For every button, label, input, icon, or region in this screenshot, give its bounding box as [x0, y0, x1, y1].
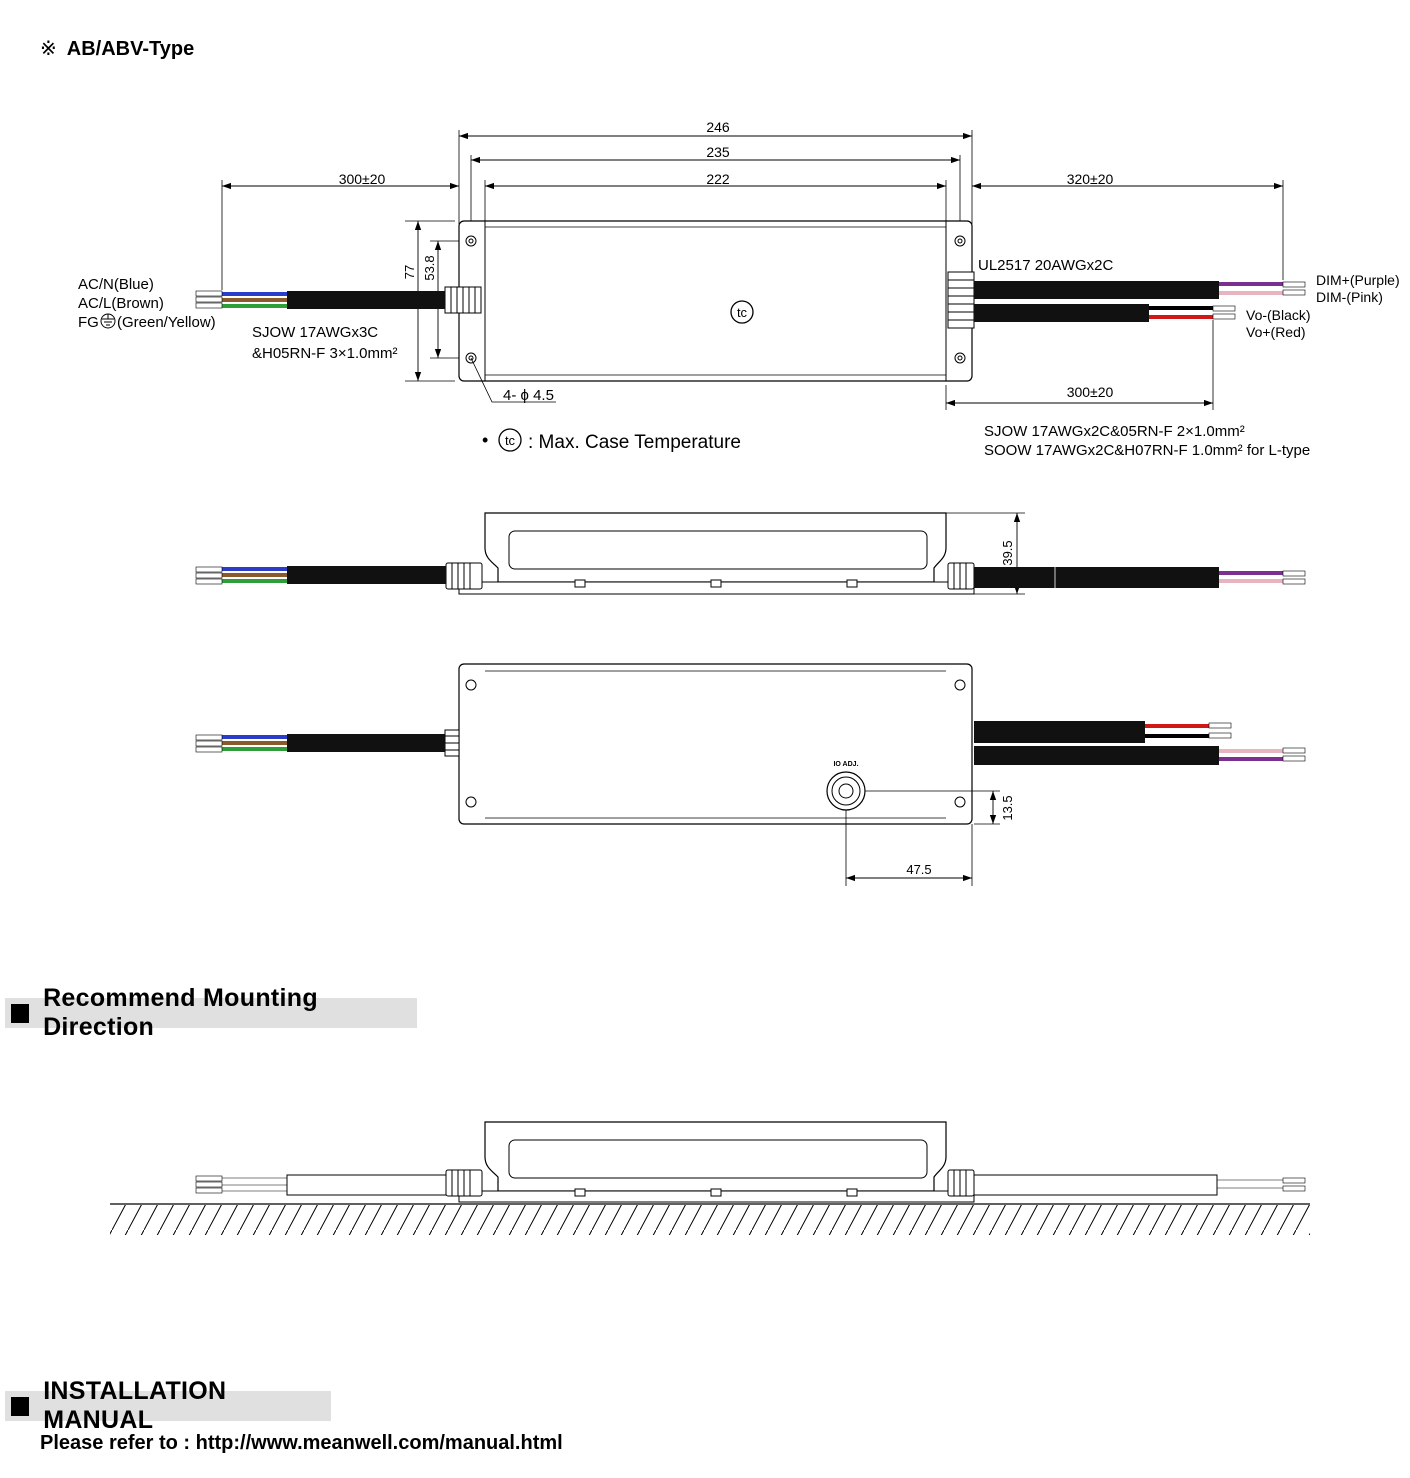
reference-mark: ※: [40, 38, 57, 60]
label-dim-cable: UL2517 20AWGx2C: [978, 257, 1114, 274]
label-output-cable-1: SJOW 17AWGx2C&05RN-F 2×1.0mm²: [984, 423, 1245, 440]
section-bullet-icon: [11, 1004, 29, 1023]
label-dim-plus: DIM+(Purple): [1316, 272, 1400, 288]
bottom-input-cable: [287, 734, 445, 752]
dim-47-5: 47.5: [906, 862, 932, 877]
tc-legend-symbol-label: tc: [504, 433, 516, 448]
side-input-wires: [196, 567, 287, 584]
dim-right-dim-cable: 320±20: [1066, 171, 1114, 187]
section-installation: [5, 1377, 331, 1434]
dim-39-5: 39.5: [1000, 540, 1015, 566]
top-input-cable: [287, 291, 445, 309]
dim-left-cable: 300±20: [338, 171, 386, 187]
mount-left-gland: [446, 1170, 482, 1196]
mount-output-cable: [974, 1175, 1217, 1195]
top-view: [78, 119, 1400, 459]
io-adj-label: IO ADJ.: [833, 761, 859, 768]
installation-note: Please refer to : http://www.meanwell.com/manual.html: [40, 1432, 563, 1454]
label-input-cable-2: &H05RN-F 3×1.0mm²: [252, 345, 398, 362]
bottom-dim-cable: [974, 746, 1219, 765]
section-mounting-title: Recommend Mounting Direction: [43, 984, 318, 1041]
dim-13-5: 13.5: [1000, 795, 1015, 821]
label-ac-l: AC/L(Brown): [78, 295, 164, 312]
top-left-gland: [445, 287, 481, 313]
side-input-cable: [287, 566, 446, 584]
top-output-cable: [974, 304, 1149, 322]
bottom-view: [196, 664, 1305, 886]
top-dim-cable: [974, 281, 1219, 299]
dim-right-out-cable: 300±20: [1066, 384, 1114, 400]
dim-mount-holes: 4- ϕ 4.5: [503, 387, 554, 404]
bottom-input-wires: [196, 735, 287, 752]
ground-icon: [101, 314, 115, 328]
label-vo-plus: Vo+(Red): [1246, 324, 1306, 340]
top-body-outline: [459, 221, 972, 381]
dim-77: 77: [402, 264, 417, 280]
bottom-output-cable: [974, 721, 1145, 743]
label-ac-n: AC/N(Blue): [78, 276, 154, 293]
bottom-left-gland: [445, 730, 459, 756]
bottom-body-outline: [459, 664, 972, 824]
side-output-wires: [1219, 571, 1305, 584]
label-fg-prefix: FG: [78, 314, 99, 331]
mounting-surface-hatch: [110, 1205, 1310, 1235]
mount-input-cable: [287, 1175, 446, 1195]
side-body-panel: [509, 531, 927, 569]
mounting-view: [110, 1122, 1310, 1235]
tc-legend-text: : Max. Case Temperature: [528, 432, 741, 453]
tc-point-label: tc: [736, 305, 748, 320]
section-bullet-icon: [11, 1397, 29, 1416]
top-input-wires: [196, 291, 287, 308]
mount-right-gland: [948, 1170, 974, 1196]
title-text: AB/ABV-Type: [66, 38, 195, 60]
dim-246: 246: [706, 119, 730, 135]
side-right-gland: [948, 563, 974, 589]
label-output-cable-2: SOOW 17AWGx2C&H07RN-F 1.0mm² for L-type: [984, 442, 1311, 459]
label-dim-minus: DIM-(Pink): [1316, 289, 1383, 305]
side-output-cable: [974, 567, 1219, 588]
top-right-gland: [948, 272, 974, 328]
dim-53-8: 53.8: [422, 255, 437, 281]
section-installation-title: INSTALLATION MANUAL: [43, 1377, 227, 1434]
dim-235: 235: [706, 144, 730, 160]
label-fg-suffix: (Green/Yellow): [117, 314, 216, 331]
tc-legend-bullet: •: [482, 430, 489, 450]
section-mounting: [5, 984, 417, 1041]
label-input-cable-1: SJOW 17AWGx3C: [252, 324, 379, 341]
mount-body-panel: [509, 1140, 927, 1178]
dim-222: 222: [706, 171, 730, 187]
side-left-gland: [446, 563, 482, 589]
label-vo-minus: Vo-(Black): [1246, 307, 1311, 323]
side-view: [196, 513, 1305, 594]
